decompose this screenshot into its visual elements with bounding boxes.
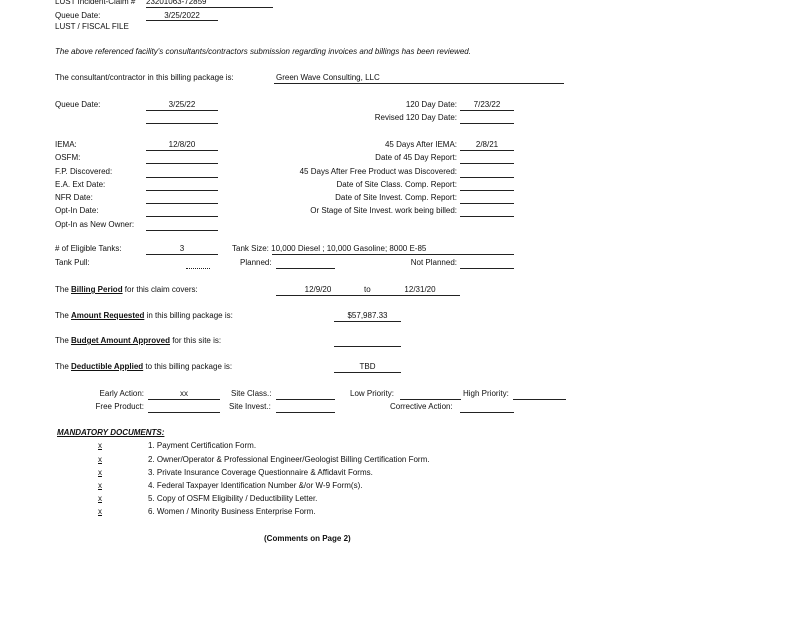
day120-underline [460,110,514,111]
not-planned-underline [460,268,514,269]
billing-period-label: The Billing Period for this claim covers: [55,285,198,294]
free-product-label: Free Product: [95,402,144,411]
billing-period-to: 12/31/20 [404,285,436,294]
fp-discovered-underline [146,177,218,178]
early-action-underline [148,399,220,400]
site-class-report-underline [460,190,514,191]
not-planned-label: Not Planned: [410,258,457,267]
mandatory-check: x [98,481,102,490]
osfm-label: OSFM: [55,153,81,162]
nfr-date-underline [146,203,218,204]
iema-value: 12/8/20 [168,140,196,149]
early-action-value: xx [180,389,188,398]
site-invest-report-underline [460,203,514,204]
high-priority-underline [513,399,566,400]
high-priority-label: High Priority: [463,389,509,398]
day45-report-underline [460,163,514,164]
budget-approved-label: The Budget Amount Approved for this site is: [55,336,222,345]
queue-date-underline [146,110,218,111]
site-class-underline [276,399,335,400]
fp-45-days-label: 45 Days After Free Product was Discovered: [299,167,457,176]
eligible-tanks-underline [146,254,218,255]
deductible-applied-label: The Deductible Applied to this billing package is: [55,362,233,371]
mandatory-item: 3. Private Insurance Coverage Questionnaire & Affidavit Forms. [148,468,373,477]
day120-label: 120 Day Date: [405,100,457,109]
mandatory-check: x [98,468,102,477]
amount-requested-label: The Amount Requested in this billing package is: [55,311,233,320]
mandatory-check: x [98,441,102,450]
nfr-date-label: NFR Date: [55,193,93,202]
tank-pull-underline [186,268,210,269]
tank-pull-label: Tank Pull: [55,258,90,267]
mandatory-check: x [98,507,102,516]
fp-45-days-underline [460,177,514,178]
header-queue-date-value: 3/25/2022 [164,11,200,20]
site-class-label: Site Class.: [231,389,272,398]
mandatory-item: 4. Federal Taxpayer Identification Number &/or W-9 Form(s). [148,481,363,490]
mandatory-item: 1. Payment Certification Form. [148,441,257,450]
mandatory-item: 6. Women / Minority Business Enterprise Form. [148,507,316,516]
deductible-applied-value: TBD [359,362,376,371]
ea-ext-date-label: E.A. Ext Date: [55,180,106,189]
intro-text: The above referenced facility's consultants/contractors submission regarding invoices and billings has been reviewed. [55,47,471,56]
mandatory-item: 5. Copy of OSFM Eligibility / Deductibility Letter. [148,494,318,503]
corrective-action-label: Corrective Action: [390,402,453,411]
day45-report-label: Date of 45 Day Report: [375,153,457,162]
mandatory-documents-title: MANDATORY DOCUMENTS: [57,428,165,437]
site-class-report-label: Date of Site Class. Comp. Report: [336,180,457,189]
mandatory-item: 2. Owner/Operator & Professional Engineer/Geologist Billing Certification Form. [148,455,430,464]
lust-claim-underline [146,7,273,8]
file-label: LUST / FISCAL FILE [55,22,129,31]
mandatory-check: x [98,494,102,503]
tank-size-underline [272,254,514,255]
planned-label: Planned: [240,258,272,267]
site-invest-report-label: Date of Site Invest. Comp. Report: [335,193,457,202]
eligible-tanks-label: # of Eligible Tanks: [55,244,122,253]
header-queue-date-underline [146,20,218,21]
early-action-label: Early Action: [99,389,144,398]
low-priority-label: Low Priority: [350,389,395,398]
lust-claim-label: LUST Incident-Claim # [55,0,136,6]
osfm-underline [146,163,218,164]
tank-size-text: Tank Size: 10,000 Diesel ; 10,000 Gasoline; 8000 E-85 [232,244,427,253]
revised-day120-underline [460,123,514,124]
opt-in-new-owner-underline [146,230,218,231]
day120-value: 7/23/22 [473,100,501,109]
queue-date-label: Queue Date: [55,100,101,109]
iema-label: IEMA: [55,140,77,149]
days45-iema-value: 2/8/21 [475,140,499,149]
opt-in-new-owner-label: Opt-In as New Owner: [55,220,135,229]
queue-date-value: 3/25/22 [168,100,196,109]
low-priority-underline [400,399,461,400]
blank-underline [146,123,218,124]
lust-claim-value: 23201063-72859 [146,0,207,6]
amount-requested-underline [334,321,401,322]
site-invest-underline [276,412,335,413]
corrective-action-underline [460,412,514,413]
fp-discovered-label: F.P. Discovered: [55,167,113,176]
billing-period-to-word: to [364,285,371,294]
days45-iema-label: 45 Days After IEMA: [384,140,457,149]
consultant-label: The consultant/contractor in this billing package is: [55,73,234,82]
planned-underline [276,268,335,269]
opt-in-date-underline [146,216,218,217]
opt-in-date-label: Opt-In Date: [55,206,99,215]
consultant-underline [274,83,564,84]
billing-period-underline [276,295,460,296]
eligible-tanks-value: 3 [179,244,185,253]
amount-requested-value: $57,987.33 [347,311,388,320]
mandatory-check: x [98,455,102,464]
deductible-applied-underline [334,372,401,373]
revised-day120-label: Revised 120 Day Date: [374,113,457,122]
ea-ext-date-underline [146,190,218,191]
comments-note: (Comments on Page 2) [264,534,351,543]
free-product-underline [148,412,220,413]
header-queue-date-label: Queue Date: [55,11,101,20]
site-invest-stage-label: Or Stage of Site Invest. work being billed: [310,206,457,215]
billing-period-from: 12/9/20 [304,285,332,294]
site-invest-stage-underline [460,216,514,217]
consultant-value: Green Wave Consulting, LLC [276,73,380,82]
days45-iema-underline [460,150,514,151]
site-invest-label: Site Invest.: [229,402,271,411]
iema-underline [146,150,218,151]
budget-approved-underline [334,346,401,347]
